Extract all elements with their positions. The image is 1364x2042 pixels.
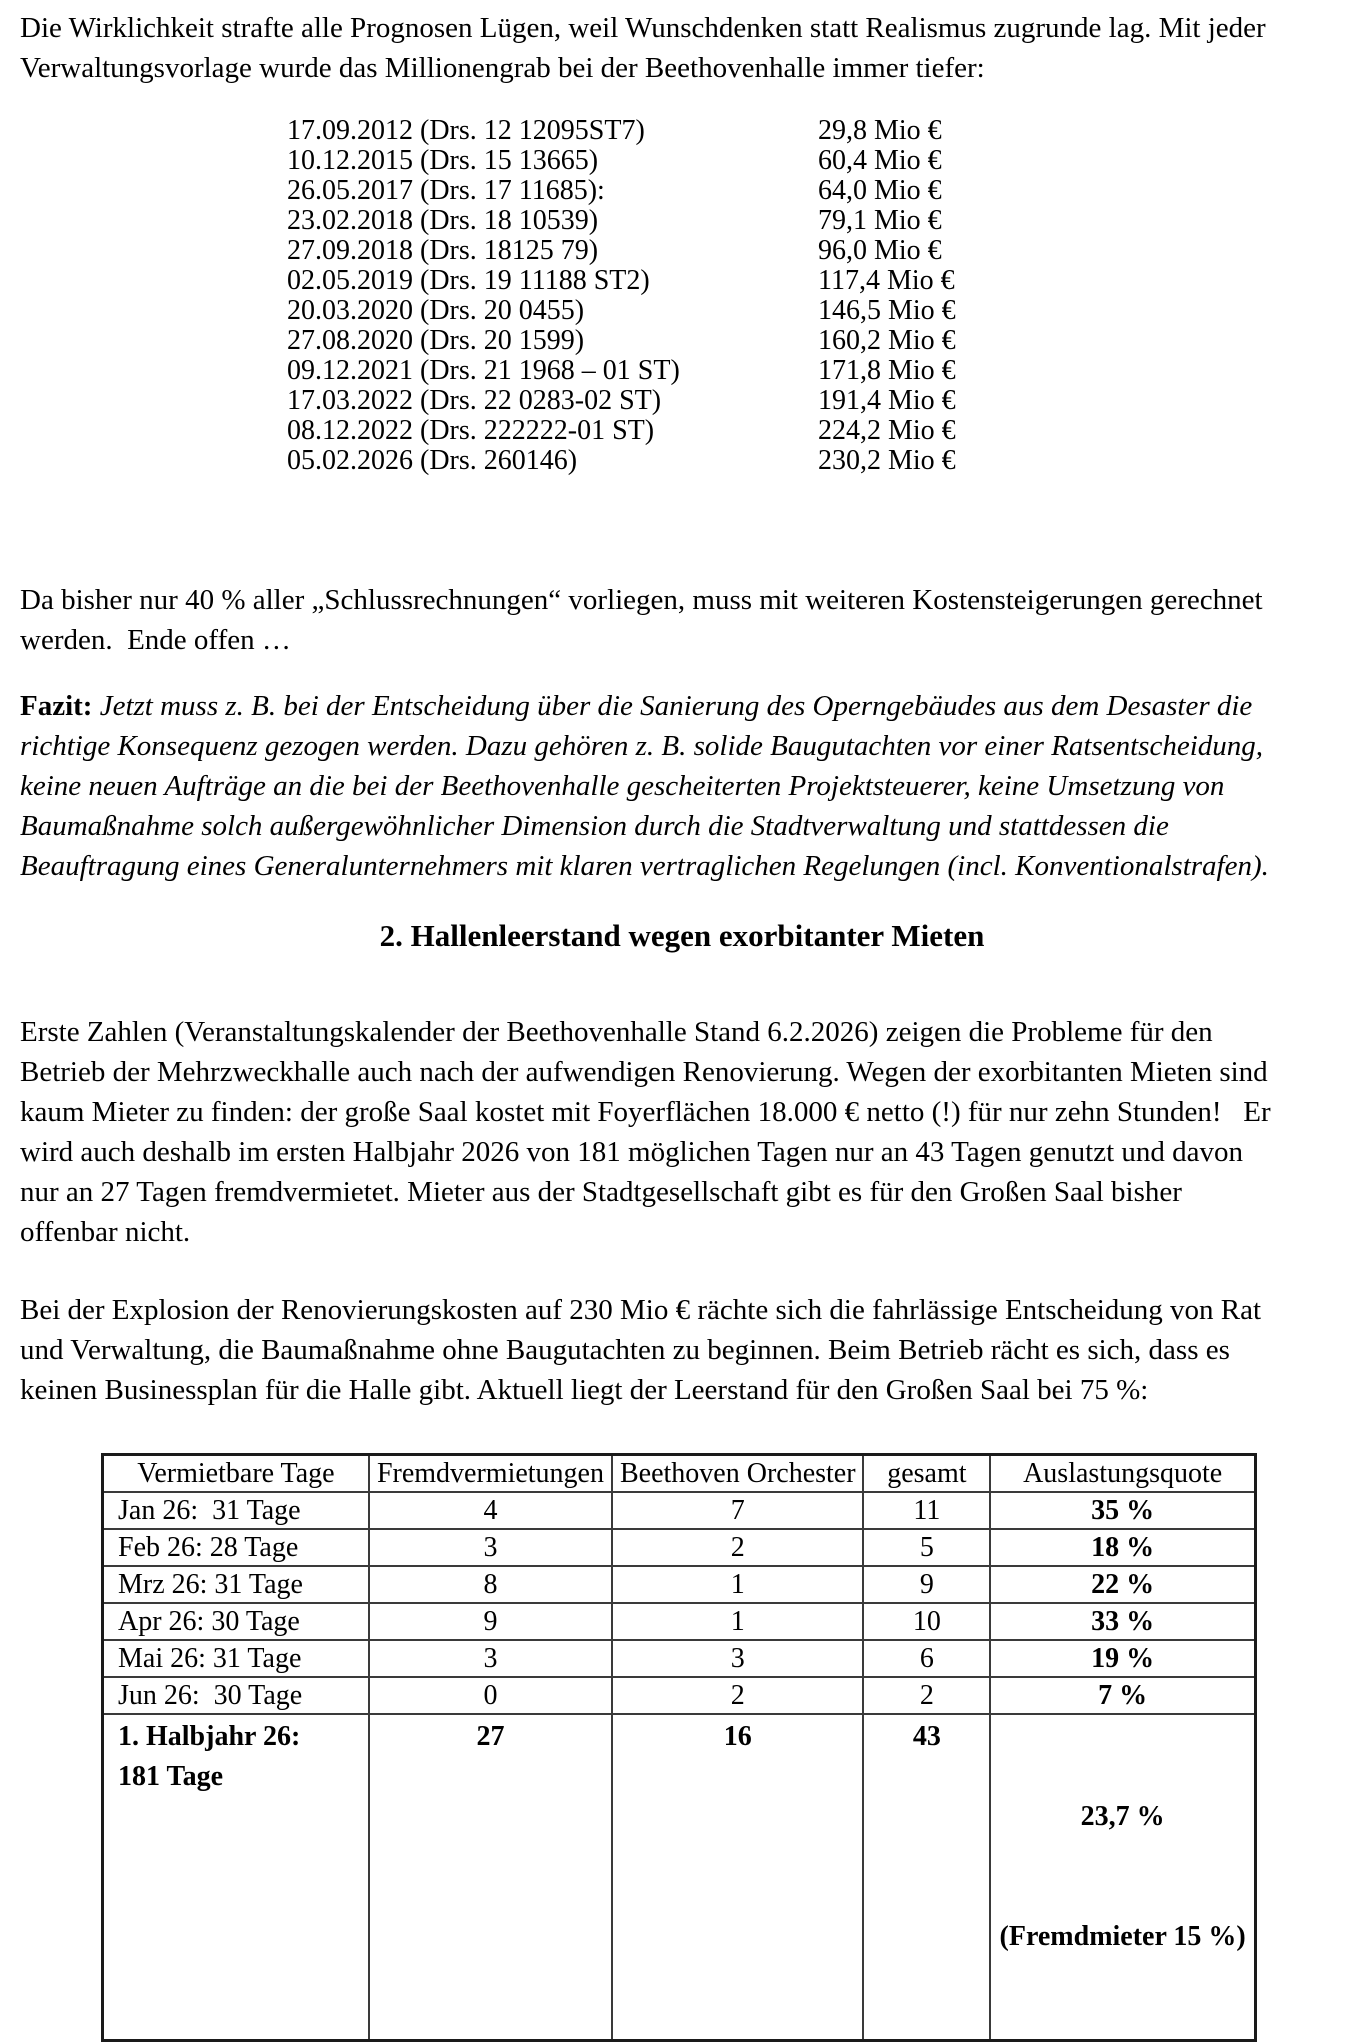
explosion-line: Bei der Explosion der Renovierungskosten auf 230 Mio € rächte sich die fahrlässige Entscheidung von Rat [20, 1294, 1262, 1326]
cost-amount: 64,0 Mio € [818, 175, 942, 206]
total-orchester-cell: 16 [612, 1714, 863, 2041]
usage-paragraph [20, 1012, 1344, 1252]
cost-amount: 29,8 Mio € [818, 115, 942, 146]
quota-cell: 18 % [990, 1529, 1255, 1566]
fazit-text: Jetzt muss z. B. bei der Entscheidung über die Sanierung des Operngebäudes aus dem Desaster die [92, 690, 1253, 722]
cost-date: 02.05.2019 (Drs. 19 11188 ST2) [287, 265, 650, 296]
cost-amount: 191,4 Mio € [818, 385, 956, 416]
gesamt-cell: 2 [863, 1677, 990, 1714]
table-row [103, 1566, 1256, 1603]
header-beethoven-orchester: Beethoven Orchester [612, 1455, 863, 1493]
table-row [103, 1603, 1256, 1640]
table-header-row [103, 1455, 1256, 1493]
cost-date: 20.03.2020 (Drs. 20 0455) [287, 295, 585, 326]
total-label-line: 181 Tage [118, 1761, 224, 1792]
quota-cell: 33 % [990, 1603, 1255, 1640]
fazit-paragraph [20, 686, 1344, 886]
gesamt-cell: 9 [863, 1566, 990, 1603]
usage-line: kaum Mieter zu finden: der große Saal kostet mit Foyerflächen 18.000 € netto (!) für nur zehn Stunden! Er [20, 1096, 1271, 1128]
quota-cell: 22 % [990, 1566, 1255, 1603]
intro-line: Die Wirklichkeit strafte alle Prognosen Lügen, weil Wunschdenken statt Realismus zugrunde lag. Mit jeder [20, 12, 1266, 44]
month-cell: Apr 26: 30 Tage [103, 1603, 369, 1640]
note-line: Da bisher nur 40 % aller „Schlussrechnungen“ vorliegen, muss mit weiteren Kostensteigerungen gerechnet [20, 584, 1263, 616]
fazit-line: richtige Konsequenz gezogen werden. Dazu gehören z. B. solide Baugutachten vor einer Ratsentscheidung, [20, 730, 1264, 762]
cost-date: 26.05.2017 (Drs. 17 11685): [287, 175, 605, 206]
table-row [103, 1677, 1256, 1714]
occupancy-table [101, 1453, 1257, 2042]
month-cell: Mrz 26: 31 Tage [103, 1566, 369, 1603]
cost-amount: 146,5 Mio € [818, 295, 956, 326]
cost-amount: 171,8 Mio € [818, 355, 956, 386]
quota-cell: 7 % [990, 1677, 1255, 1714]
cost-date: 17.09.2012 (Drs. 12 12095ST7) [287, 115, 645, 146]
fremd-cell: 3 [369, 1640, 612, 1677]
total-quota-line: (Fremdmieter 15 %) [999, 1921, 1246, 1952]
month-cell: Feb 26: 28 Tage [103, 1529, 369, 1566]
cost-date: 05.02.2026 (Drs. 260146) [287, 445, 578, 476]
orchester-cell: 2 [612, 1529, 863, 1566]
usage-line: offenbar nicht. [20, 1216, 191, 1248]
fazit-line: Baumaßnahme solch außergewöhnlicher Dimension durch die Stadtverwaltung und stattdessen die [20, 810, 1169, 842]
gesamt-cell: 11 [863, 1492, 990, 1529]
gesamt-cell: 10 [863, 1603, 990, 1640]
cost-item [287, 236, 1344, 266]
fazit-line [20, 686, 1344, 726]
table-row [103, 1640, 1256, 1677]
gesamt-cell: 6 [863, 1640, 990, 1677]
fremd-cell: 0 [369, 1677, 612, 1714]
section-heading: 2. Hallenleerstand wegen exorbitanter Mieten [379, 918, 985, 953]
cost-list [287, 116, 1344, 476]
total-gesamt-cell: 43 [863, 1714, 990, 2041]
cost-date: 09.12.2021 (Drs. 21 1968 – 01 ST) [287, 355, 680, 386]
fremd-cell: 8 [369, 1566, 612, 1603]
fremd-cell: 9 [369, 1603, 612, 1640]
cost-item [287, 446, 1344, 476]
month-cell: Jun 26: 30 Tage [103, 1677, 369, 1714]
table-row [103, 1529, 1256, 1566]
cost-date: 08.12.2022 (Drs. 222222-01 ST) [287, 415, 655, 446]
month-cell: Jan 26: 31 Tage [103, 1492, 369, 1529]
cost-item [287, 116, 1344, 146]
explosion-paragraph [20, 1290, 1344, 1410]
gesamt-cell: 5 [863, 1529, 990, 1566]
total-label-cell [103, 1714, 369, 2041]
orchester-cell: 1 [612, 1566, 863, 1603]
cost-item [287, 326, 1344, 356]
cost-item [287, 146, 1344, 176]
note-line: werden. Ende offen … [20, 624, 291, 656]
table-total-row [103, 1714, 1256, 2041]
fazit-line: Beauftragung eines Generalunternehmers mit klaren vertraglichen Regelungen (incl. Konventionalstrafen). [20, 850, 1269, 882]
usage-line: Betrieb der Mehrzweckhalle auch nach der aufwendigen Renovierung. Wegen der exorbitanten Mieten sind [20, 1056, 1268, 1088]
cost-item [287, 356, 1344, 386]
cost-item [287, 176, 1344, 206]
total-label-line: 1. Halbjahr 26: [118, 1721, 301, 1752]
orchester-cell: 2 [612, 1677, 863, 1714]
cost-date: 27.09.2018 (Drs. 18125 79) [287, 235, 599, 266]
usage-line: nur an 27 Tagen fremdvermietet. Mieter aus der Stadtgesellschaft gibt es für den Großen Saal bisher [20, 1176, 1182, 1208]
cost-amount: 60,4 Mio € [818, 145, 942, 176]
note-paragraph [20, 580, 1344, 660]
total-fremd-cell: 27 [369, 1714, 612, 2041]
intro-line: Verwaltungsvorlage wurde das Millionengrab bei der Beethovenhalle immer tiefer: [20, 52, 985, 84]
explosion-line: keinen Businessplan für die Halle gibt. Aktuell liegt der Leerstand für den Großen Saal bei 75 %: [20, 1374, 1149, 1406]
cost-date: 17.03.2022 (Drs. 22 0283-02 ST) [287, 385, 662, 416]
header-fremdvermietungen: Fremdvermietungen [369, 1455, 612, 1493]
cost-amount: 160,2 Mio € [818, 325, 956, 356]
cost-amount: 224,2 Mio € [818, 415, 956, 446]
orchester-cell: 3 [612, 1640, 863, 1677]
cost-item [287, 386, 1344, 416]
cost-date: 27.08.2020 (Drs. 20 1599) [287, 325, 585, 356]
cost-item [287, 206, 1344, 236]
fazit-line: keine neuen Aufträge an die bei der Beethovenhalle gescheiterten Projektsteuerer, keine Umsetzung von [20, 770, 1225, 802]
table-row [103, 1492, 1256, 1529]
cost-amount: 96,0 Mio € [818, 235, 942, 266]
month-cell: Mai 26: 31 Tage [103, 1640, 369, 1677]
cost-date: 23.02.2018 (Drs. 18 10539) [287, 205, 599, 236]
header-vermietbare-tage: Vermietbare Tage [103, 1455, 369, 1493]
cost-amount: 117,4 Mio € [818, 265, 955, 296]
cost-date: 10.12.2015 (Drs. 15 13665) [287, 145, 599, 176]
header-auslastungsquote: Auslastungsquote [990, 1455, 1255, 1493]
header-gesamt: gesamt [863, 1455, 990, 1493]
quota-cell: 19 % [990, 1640, 1255, 1677]
quota-cell: 35 % [990, 1492, 1255, 1529]
usage-line: wird auch deshalb im ersten Halbjahr 2026 von 181 möglichen Tagen nur an 43 Tagen genutzt und davon [20, 1136, 1244, 1168]
cost-item [287, 266, 1344, 296]
cost-item [287, 416, 1344, 446]
total-quota-cell [990, 1714, 1255, 2041]
total-quota-line: 23,7 % [1080, 1801, 1165, 1832]
orchester-cell: 7 [612, 1492, 863, 1529]
orchester-cell: 1 [612, 1603, 863, 1640]
explosion-line: und Verwaltung, die Baumaßnahme ohne Baugutachten zu beginnen. Beim Betrieb rächt es sich, dass es [20, 1334, 1230, 1366]
fremd-cell: 3 [369, 1529, 612, 1566]
fazit-lead: Fazit: [20, 690, 93, 722]
intro-paragraph [20, 8, 1344, 88]
usage-line: Erste Zahlen (Veranstaltungskalender der Beethovenhalle Stand 6.2.2026) zeigen die Probleme für den [20, 1016, 1213, 1048]
cost-item [287, 296, 1344, 326]
cost-amount: 230,2 Mio € [818, 445, 956, 476]
fremd-cell: 4 [369, 1492, 612, 1529]
cost-amount: 79,1 Mio € [818, 205, 942, 236]
